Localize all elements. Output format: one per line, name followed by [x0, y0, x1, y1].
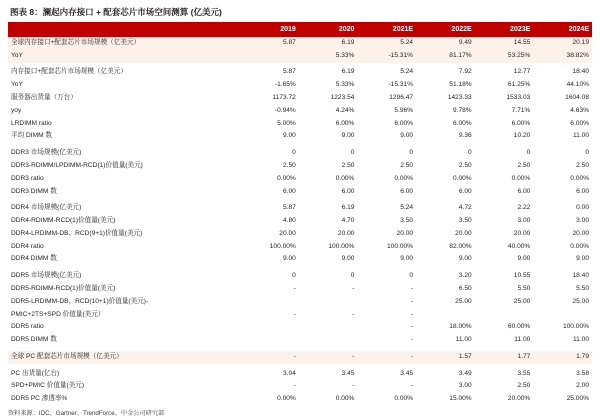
table-cell: -0.94%	[240, 105, 299, 118]
table-cell: 6.00	[533, 186, 592, 199]
table-cell: 2.50	[475, 160, 534, 173]
table-row	[8, 202, 592, 215]
table-cell: 20.00	[240, 228, 299, 241]
table-row	[8, 334, 592, 347]
table-header-row	[8, 22, 592, 37]
table-row	[8, 254, 592, 267]
table-cell: 5.24	[357, 67, 416, 80]
table-cell: 10.55	[475, 270, 534, 283]
table-cell: 100.00%	[299, 241, 358, 254]
table-cell: 9.00	[533, 254, 592, 267]
table-cell: 100.00%	[533, 321, 592, 334]
table-cell: -	[299, 381, 358, 394]
table-cell: 12.77	[475, 67, 534, 80]
table-cell: 25.00	[533, 296, 592, 309]
table-cell: 38.82%	[533, 50, 592, 63]
table-cell: 9.00	[299, 130, 358, 143]
table-cell: -	[240, 381, 299, 394]
table-cell: 0.00%	[299, 173, 358, 186]
table-row	[8, 215, 592, 228]
table-cell: 6.00%	[533, 118, 592, 131]
table-cell: -	[357, 351, 416, 364]
table-row	[8, 368, 592, 381]
table-cell: 18.00%	[416, 321, 475, 334]
column-header-2020: 2020	[299, 22, 358, 37]
table-cell: 5.33%	[299, 50, 358, 63]
table-cell: 9.00	[416, 254, 475, 267]
column-header-2023e: 2023E	[475, 22, 534, 37]
table-cell: 1296.47	[357, 92, 416, 105]
table-cell: 11.00	[416, 334, 475, 347]
table-cell: 2.50	[240, 160, 299, 173]
table-cell: 11.00	[533, 334, 592, 347]
table-row	[8, 160, 592, 173]
table-cell: 2.50	[299, 160, 358, 173]
table-cell: -	[357, 334, 416, 347]
table-cell: 0.00%	[533, 241, 592, 254]
row-label: DDR5 ratio	[8, 321, 240, 334]
table-cell: 9.78%	[416, 105, 475, 118]
table-cell: 25.00	[475, 296, 534, 309]
table-cell: 6.50	[416, 283, 475, 296]
table-cell: 9.36	[416, 130, 475, 143]
row-label: DDR3-RDIMM/LPDIMM-RCD(1)价值量(美元)	[8, 160, 240, 173]
row-label: 全球 PC 配套芯片市场规模（亿美元）	[8, 351, 240, 364]
table-cell: 18.40	[533, 270, 592, 283]
table-cell: -	[240, 309, 299, 322]
table-cell: 0.00%	[240, 173, 299, 186]
table-cell: 0.00%	[299, 393, 358, 406]
table-cell	[416, 309, 475, 322]
table-cell: 20.00	[533, 228, 592, 241]
figure-caption: 图表 8：澜起内存接口 + 配套芯片市场空间测算 (亿美元)	[10, 7, 222, 17]
table-cell: 1.57	[416, 351, 475, 364]
table-cell: 5.50	[533, 283, 592, 296]
column-header-2022e: 2022E	[416, 22, 475, 37]
table-cell: 3.00	[533, 215, 592, 228]
table-cell: 44.10%	[533, 79, 592, 92]
table-row	[8, 283, 592, 296]
row-label: DDR4-LRDIMM-DB、RCD(9+1)价值量(美元)	[8, 228, 240, 241]
table-row	[8, 50, 592, 63]
row-label: DDR3 ratio	[8, 173, 240, 186]
table-cell: 20.00	[416, 228, 475, 241]
table-cell: -	[357, 321, 416, 334]
table-cell: 0	[240, 147, 299, 160]
table-cell	[240, 334, 299, 347]
table-cell: 15.00%	[416, 393, 475, 406]
row-label: DDR5 PC 渗透率%	[8, 393, 240, 406]
row-label: YoY	[8, 79, 240, 92]
table-cell: 18.40	[533, 67, 592, 80]
table-cell	[240, 50, 299, 63]
table-row	[8, 118, 592, 131]
row-label: DDR5 DIMM 数	[8, 334, 240, 347]
table-cell: -15.31%	[357, 50, 416, 63]
table-cell: 0.00%	[357, 393, 416, 406]
table-cell: 0.00%	[475, 173, 534, 186]
table-cell: 0	[299, 270, 358, 283]
table-cell: 0.00%	[240, 393, 299, 406]
table-cell: 0	[533, 147, 592, 160]
table-cell: 3.00	[475, 215, 534, 228]
table-cell	[299, 321, 358, 334]
table-cell: -	[357, 296, 416, 309]
table-cell: 3.58	[533, 368, 592, 381]
row-label: YoY	[8, 50, 240, 63]
table-cell: 53.25%	[475, 50, 534, 63]
table-cell: 4.72	[416, 202, 475, 215]
table-row	[8, 241, 592, 254]
table-cell: 11.00	[533, 130, 592, 143]
table-cell: 3.20	[416, 270, 475, 283]
row-label: DDR3 DIMM 数	[8, 186, 240, 199]
table-cell: 6.00%	[357, 118, 416, 131]
row-label: 全球内存接口+配套芯片市场规模（亿美元）	[8, 37, 240, 50]
row-label: DDR5-LRDIMM-DB、RCD(10+1)价值量(美元)-	[8, 296, 240, 309]
row-label: DDR4-RDIMM-RCD(1)价值量(美元)	[8, 215, 240, 228]
table-cell: 6.00	[299, 186, 358, 199]
table-cell: 3.55	[475, 368, 534, 381]
table-row	[8, 321, 592, 334]
table-cell: 6.00	[475, 186, 534, 199]
table-row	[8, 92, 592, 105]
row-label: PMIC+2TS+SPD 价值量(美元）	[8, 309, 240, 322]
table-cell: 3.04	[240, 368, 299, 381]
table-header	[8, 22, 592, 37]
table-cell: 3.00	[416, 381, 475, 394]
table-cell: 6.00	[240, 186, 299, 199]
row-label: yoy	[8, 105, 240, 118]
table-cell: -15.31%	[357, 79, 416, 92]
column-header-label	[8, 22, 240, 37]
row-label: SPD+PMIC 价值量(美元)	[8, 381, 240, 394]
table-cell: 14.55	[475, 37, 534, 50]
table-cell: 9.00	[240, 130, 299, 143]
table-cell: 3.45	[357, 368, 416, 381]
table-row	[8, 37, 592, 50]
table-cell: 9.00	[240, 254, 299, 267]
table-cell: 7.71%	[475, 105, 534, 118]
table-row	[8, 296, 592, 309]
table-cell: 0	[240, 270, 299, 283]
table-cell: -	[240, 351, 299, 364]
table-cell: 1.79	[533, 351, 592, 364]
table-cell: 6.00%	[416, 118, 475, 131]
table-cell: -	[299, 283, 358, 296]
table-cell: 2.50	[533, 160, 592, 173]
column-header-2019: 2019	[240, 22, 299, 37]
table-cell: 5.87	[240, 37, 299, 50]
table-cell: 5.87	[240, 202, 299, 215]
table-cell: -	[357, 283, 416, 296]
table-cell: 20.00%	[475, 393, 534, 406]
table-cell: 40.00%	[475, 241, 534, 254]
row-label: DDR3 市场规模(亿美元)	[8, 147, 240, 160]
row-label: DDR5 市场规模(亿美元)	[8, 270, 240, 283]
table-cell: 6.19	[299, 67, 358, 80]
table-cell: 4.63%	[533, 105, 592, 118]
table-cell	[240, 296, 299, 309]
table-cell: 0	[299, 147, 358, 160]
row-label: 服务器出货量（万台）	[8, 92, 240, 105]
source-footnote: 资料来源：IDC、Gartner、TrendForce、中金公司研究部	[8, 410, 165, 417]
table-cell: -	[240, 283, 299, 296]
table-row	[8, 351, 592, 364]
table-row	[8, 147, 592, 160]
market-size-table	[8, 22, 592, 406]
table-cell: 9.49	[416, 37, 475, 50]
table-cell: 20.19	[533, 37, 592, 50]
table-cell: 9.00	[357, 130, 416, 143]
table-cell: 5.24	[357, 202, 416, 215]
table-cell: 1.77	[475, 351, 534, 364]
table-body	[8, 37, 592, 406]
table-cell: 6.00%	[475, 118, 534, 131]
table-cell: 6.19	[299, 37, 358, 50]
row-label: DDR4 DIMM 数	[8, 254, 240, 267]
table-cell: 5.33%	[299, 79, 358, 92]
table-cell: 51.18%	[416, 79, 475, 92]
table-cell: 9.00	[299, 254, 358, 267]
row-label: DDR5-RDIMM-RCD(1)价值量(美元)	[8, 283, 240, 296]
table-row	[8, 105, 592, 118]
table-cell: 0.00%	[357, 173, 416, 186]
table-cell: 0	[357, 270, 416, 283]
table-cell: 0.00	[533, 202, 592, 215]
column-header-2021e: 2021E	[357, 22, 416, 37]
table-cell: 100.00%	[240, 241, 299, 254]
table-cell: 0.00%	[533, 173, 592, 186]
table-cell: 9.00	[357, 254, 416, 267]
table-row	[8, 173, 592, 186]
table-row	[8, 79, 592, 92]
table-row	[8, 130, 592, 143]
table-cell: 60.00%	[475, 321, 534, 334]
table-cell: 25.00%	[533, 393, 592, 406]
table-cell: 25.00	[416, 296, 475, 309]
column-header-2024e: 2024E	[533, 22, 592, 37]
table-cell: 0	[475, 147, 534, 160]
table-cell: 0	[416, 147, 475, 160]
table-cell: -	[357, 381, 416, 394]
table-cell: -	[357, 309, 416, 322]
table-row	[8, 309, 592, 322]
table-cell: 20.00	[299, 228, 358, 241]
table-cell: 5.00%	[240, 118, 299, 131]
table-cell: -1.65%	[240, 79, 299, 92]
table-row	[8, 381, 592, 394]
table-cell: 3.45	[299, 368, 358, 381]
row-label: LRDIMM ratio	[8, 118, 240, 131]
table-cell: 5.24	[357, 37, 416, 50]
table-cell: 7.92	[416, 67, 475, 80]
table-cell: 6.00	[357, 186, 416, 199]
table-cell: 20.00	[357, 228, 416, 241]
table-cell: 1173.72	[240, 92, 299, 105]
table-cell: 5.96%	[357, 105, 416, 118]
table-cell	[299, 296, 358, 309]
table-cell: 4.70	[299, 215, 358, 228]
table-cell: 3.49	[416, 368, 475, 381]
table-cell	[533, 309, 592, 322]
table-cell	[240, 321, 299, 334]
table-cell: 6.19	[299, 202, 358, 215]
table-cell: 1533.03	[475, 92, 534, 105]
table-cell: 100.00%	[357, 241, 416, 254]
table-cell: -	[299, 351, 358, 364]
table-cell: -	[299, 309, 358, 322]
table-cell: 2.00	[533, 381, 592, 394]
row-label: 平均 DIMM 数	[8, 130, 240, 143]
row-label: PC 出货量(亿台)	[8, 368, 240, 381]
table-cell: 1423.33	[416, 92, 475, 105]
table-row	[8, 228, 592, 241]
table-cell: 82.00%	[416, 241, 475, 254]
table-cell: 4.24%	[299, 105, 358, 118]
table-cell: 2.50	[416, 160, 475, 173]
table-cell: 3.50	[357, 215, 416, 228]
row-label: DDR4 市场规模(亿美元)	[8, 202, 240, 215]
table-cell: 2.22	[475, 202, 534, 215]
table-cell: 20.00	[475, 228, 534, 241]
table-cell: 61.25%	[475, 79, 534, 92]
table-cell: 11.00	[475, 334, 534, 347]
table-cell: 5.87	[240, 67, 299, 80]
row-label: DDR4 ratio	[8, 241, 240, 254]
table-row	[8, 67, 592, 80]
table-cell: 6.00%	[299, 118, 358, 131]
table-cell: 9.00	[475, 254, 534, 267]
table-cell: 2.50	[475, 381, 534, 394]
table-cell: 2.50	[357, 160, 416, 173]
table-cell: 4.80	[240, 215, 299, 228]
table-cell: 1604.08	[533, 92, 592, 105]
table-cell	[475, 309, 534, 322]
table-cell: 1223.54	[299, 92, 358, 105]
table-cell: 10.20	[475, 130, 534, 143]
table-cell: 6.00	[416, 186, 475, 199]
table-cell: 3.50	[416, 215, 475, 228]
table-cell: 0.00%	[416, 173, 475, 186]
table-row	[8, 186, 592, 199]
table-cell: 5.50	[475, 283, 534, 296]
table-row	[8, 270, 592, 283]
table-cell	[299, 334, 358, 347]
table-cell: 0	[357, 147, 416, 160]
row-label: 内存接口+配套芯片市场规模（亿美元）	[8, 67, 240, 80]
table-cell: 81.17%	[416, 50, 475, 63]
